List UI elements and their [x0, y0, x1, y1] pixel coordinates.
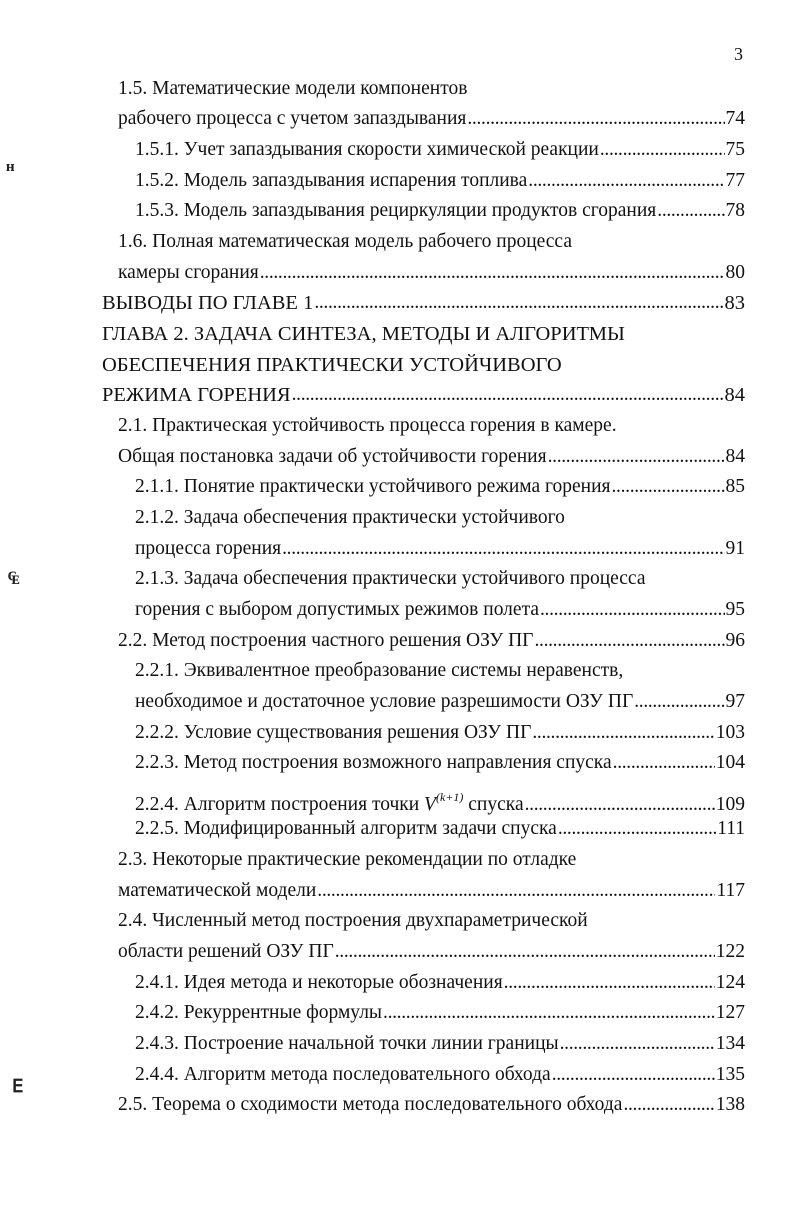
toc-entry-title: 1.5. Математические модели компонентов: [118, 78, 468, 99]
toc-entry: [135, 786, 745, 816]
toc-entry: [102, 384, 745, 406]
toc-entry-title: 2.2. Метод построения частного решения ОЗУ ПГ: [118, 630, 534, 651]
dot-leader: [292, 384, 724, 406]
toc-entry-title-part: 2.2.4. Алгоритм построения точки: [135, 794, 420, 815]
toc-entry-page: 74: [725, 108, 745, 129]
toc-entry-title: 1.5.3. Модель запаздывания рециркуляции продуктов сгорания: [135, 200, 657, 221]
margin-mark: ₠: [8, 568, 20, 588]
toc-entry: [118, 880, 745, 902]
toc-entry-title: 2.4. Численный метод построения двухпараметрической: [118, 910, 588, 931]
toc-entry-title: 2.1.3. Задача обеспечения практически устойчивого процесса: [135, 568, 646, 589]
toc-entry-title: 2.4.4. Алгоритм метода последовательного обхода: [135, 1064, 551, 1085]
toc-entry-page: 97: [725, 691, 745, 712]
dot-leader: [260, 262, 725, 284]
toc-entry-title: 2.1.1. Понятие практически устойчивого режима горения: [135, 476, 611, 497]
toc-entry-title: математической модели: [118, 880, 317, 901]
dot-leader: [504, 972, 715, 994]
toc-entry-page: 122: [715, 941, 745, 962]
dot-leader: [528, 170, 724, 192]
toc-entry-title: 2.2.2. Условие существования решения ОЗУ ПГ: [135, 722, 532, 743]
toc-entry: [135, 1064, 745, 1086]
toc-entry-page: 85: [725, 476, 745, 497]
dot-leader: [335, 941, 715, 963]
toc-entry-title-part: спуска: [468, 794, 524, 815]
toc-entry-page: 111: [717, 818, 745, 839]
toc-entry-page: 95: [725, 599, 745, 620]
toc-entry: [118, 941, 745, 963]
toc-entry-title: области решений ОЗУ ПГ: [118, 941, 334, 962]
toc-entry: [118, 231, 741, 253]
toc-entry-page: 124: [715, 972, 745, 993]
toc-entry-page: 80: [725, 262, 745, 283]
toc-entry-title: ВЫВОДЫ ПО ГЛАВЕ 1: [102, 292, 314, 314]
toc-entry-page: 91: [725, 538, 745, 559]
toc-entry: [135, 568, 741, 590]
formula-v: V: [424, 794, 436, 815]
toc-entry-page: 127: [715, 1002, 745, 1023]
toc-entry-title: 1.5.1. Учет запаздывания скорости химической реакции: [135, 139, 599, 160]
toc-entry-title: 2.1.2. Задача обеспечения практически устойчивого: [135, 507, 565, 528]
dot-leader: [282, 538, 724, 560]
dot-leader: [560, 1033, 715, 1055]
toc-entry-title: 2.1. Практическая устойчивость процесса горения в камере.: [118, 415, 617, 436]
toc-entry-title: Общая постановка задачи об устойчивости горения: [118, 446, 547, 467]
toc-entry: [135, 660, 741, 682]
toc-entry: [135, 599, 745, 621]
toc-entry-title: 2.4.3. Построение начальной точки линии границы: [135, 1033, 559, 1054]
toc-entry-page: 134: [715, 1033, 745, 1054]
dot-leader: [612, 476, 725, 498]
toc-entry-page: 78: [725, 200, 745, 221]
dot-leader: [540, 599, 725, 621]
toc-entry-page: 77: [725, 170, 745, 191]
dot-leader: [532, 722, 714, 744]
toc-entry: [102, 323, 741, 345]
toc-entry-page: 84: [724, 384, 745, 406]
toc-entry: [118, 910, 741, 932]
toc-entry-page: 84: [725, 446, 745, 467]
toc-entry: [118, 446, 745, 468]
toc-entry: [118, 630, 745, 652]
toc-entry-title: горения с выбором допустимых режимов полета: [135, 599, 539, 620]
toc-entry-title: камеры сгорания: [118, 262, 259, 283]
toc-entry: [118, 1094, 745, 1116]
toc-entry: [135, 538, 745, 560]
toc-entry-title: 1.5.2. Модель запаздывания испарения топлива: [135, 170, 528, 191]
margin-mark: ᴴ: [6, 160, 15, 180]
toc-entry-title: 2.4.1. Идея метода и некоторые обозначения: [135, 972, 503, 993]
toc-entry: [135, 476, 745, 498]
toc-entry-title: рабочего процесса с учетом запаздывания: [118, 108, 467, 129]
toc-entry: [135, 170, 745, 192]
toc-entry: [118, 262, 745, 284]
toc-entry-title: 2.2.5. Модифицированный алгоритм задачи спуска: [135, 818, 557, 839]
toc-entry: [135, 1033, 745, 1055]
formula-superscript: (k+1): [435, 790, 464, 804]
toc-entry: [135, 722, 745, 744]
page-number: 3: [734, 44, 743, 64]
toc-entry-title: ГЛАВА 2. ЗАДАЧА СИНТЕЗА, МЕТОДЫ И АЛГОРИТМЫ: [102, 323, 625, 345]
toc-entry-title: ОБЕСПЕЧЕНИЯ ПРАКТИЧЕСКИ УСТОЙЧИВОГО: [102, 354, 562, 376]
dot-leader: [317, 880, 715, 902]
toc-entry: [102, 292, 745, 314]
toc-entry-title: 2.4.2. Рекуррентные формулы: [135, 1002, 383, 1023]
toc-entry-page: 83: [724, 292, 745, 314]
toc-entry-title: РЕЖИМА ГОРЕНИЯ: [102, 384, 291, 406]
toc-entry-page: 75: [725, 139, 745, 160]
toc-entry-title: 2.3. Некоторые практические рекомендации по отладке: [118, 849, 577, 870]
dot-leader: [552, 1064, 715, 1086]
toc-entry: [135, 200, 745, 222]
toc-entry: [135, 691, 745, 713]
dot-leader: [525, 794, 715, 816]
toc-entry-page: 135: [715, 1064, 745, 1085]
toc-entry: [135, 752, 745, 774]
toc-entry-page: 104: [715, 752, 745, 773]
dot-leader: [534, 630, 724, 652]
toc-entry: [135, 1002, 745, 1024]
toc-entry: [135, 507, 741, 529]
toc-entry-title: 2.5. Теорема о сходимости метода последовательного обхода: [118, 1094, 623, 1115]
dot-leader: [314, 292, 723, 314]
toc-entry: [102, 354, 741, 376]
toc-entry-title: [135, 786, 524, 816]
toc-entry-page: 117: [716, 880, 745, 901]
toc-entry-page: 109: [715, 794, 745, 815]
toc-entry: [118, 108, 745, 130]
toc-entry-title: процесса горения: [135, 538, 282, 559]
dot-leader: [558, 818, 716, 840]
dot-leader: [657, 200, 724, 222]
dot-leader: [548, 446, 725, 468]
dot-leader: [467, 108, 724, 130]
toc-entry-title: необходимое и достаточное условие разрешимости ОЗУ ПГ: [135, 691, 634, 712]
toc-entry: [135, 139, 745, 161]
toc-entry-page: 96: [725, 630, 745, 651]
toc-entry-page: 103: [715, 722, 745, 743]
dot-leader: [634, 691, 724, 713]
toc-entry: [135, 818, 745, 840]
margin-mark: ⴹ: [12, 1076, 24, 1096]
dot-leader: [623, 1094, 714, 1116]
toc-entry-page: 138: [715, 1094, 745, 1115]
toc-entry: [118, 78, 741, 100]
toc-entry-title: 2.2.3. Метод построения возможного направления спуска: [135, 752, 612, 773]
toc-entry: [135, 972, 745, 994]
toc-entry-title: 2.2.1. Эквивалентное преобразование системы неравенств,: [135, 660, 624, 681]
dot-leader: [600, 139, 725, 161]
dot-leader: [383, 1002, 715, 1024]
dot-leader: [613, 752, 715, 774]
toc-entry-title: 1.6. Полная математическая модель рабочего процесса: [118, 231, 572, 252]
toc-entry: [118, 415, 741, 437]
toc-entry: [118, 849, 741, 871]
